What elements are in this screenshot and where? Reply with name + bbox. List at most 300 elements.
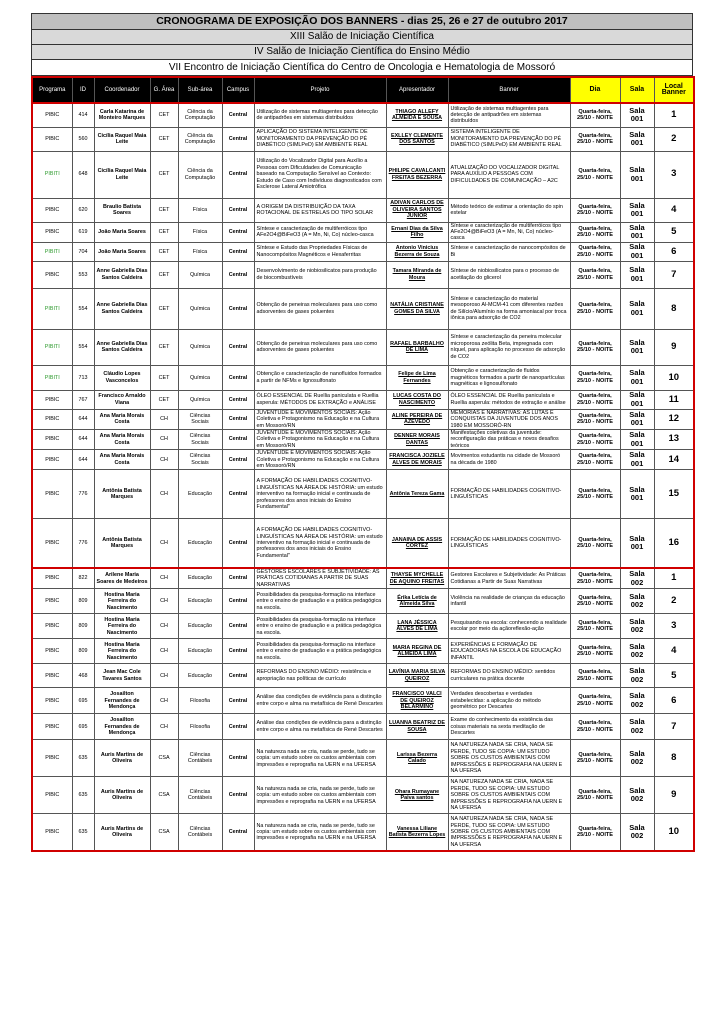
cell-dia: Quarta-feira, 25/10 - NOITE — [570, 639, 620, 664]
table-row — [32, 450, 694, 470]
cell-programa: PIBITI — [32, 151, 72, 198]
cell-coordenador: Ana Maria Morais Costa — [94, 450, 150, 470]
cell-programa: PIBIC — [32, 519, 72, 568]
cell-area: CH — [150, 639, 178, 664]
cell-campus: Central — [222, 429, 254, 449]
cell-sala: Sala 001 — [620, 329, 654, 365]
cell-campus: Central — [222, 198, 254, 222]
cell-sala: Sala 001 — [620, 519, 654, 568]
cell-campus: Central — [222, 329, 254, 365]
cell-local-banner: 9 — [654, 777, 694, 814]
cell-id: 554 — [72, 329, 94, 365]
cell-apresentador: Tamara Miranda de Moura — [386, 261, 448, 288]
cell-id: 554 — [72, 288, 94, 329]
cell-programa: PIBIC — [32, 614, 72, 639]
cell-area: CH — [150, 589, 178, 614]
cell-area: CH — [150, 470, 178, 519]
table-row — [32, 568, 694, 589]
cell-subarea: Educação — [178, 664, 222, 688]
cell-apresentador: LAVÍNIA MARIA SILVA QUEIROZ — [386, 664, 448, 688]
cell-apresentador: Vanessa Liliane Batista Bezerra Lopes — [386, 814, 448, 851]
col-apresentador: Apresentador — [386, 77, 448, 103]
cell-area: CSA — [150, 740, 178, 777]
cell-local-banner: 5 — [654, 664, 694, 688]
cell-local-banner: 3 — [654, 614, 694, 639]
cell-area: CET — [150, 288, 178, 329]
cell-banner: Gestores Escolares e Subjetividade: As Práticas Cotidianas a Partir de Suas Narrativas — [448, 568, 570, 589]
cell-apresentador: Érika Letícia de Almeida Silva — [386, 589, 448, 614]
cell-programa: PIBIC — [32, 470, 72, 519]
cell-banner: FORMAÇÃO DE HABILIDADES COGNITIVO-LINGUÍSTICAS — [448, 519, 570, 568]
cell-campus: Central — [222, 740, 254, 777]
cell-subarea: Ciências Contábeis — [178, 740, 222, 777]
cell-banner: Síntese e caracterização do material mesoporoso Al-MCM-41 com diferentes razões de Silício/Alumínio na forma amoniacal por troca iônica para adsorção de CO2 — [448, 288, 570, 329]
cell-local-banner: 9 — [654, 329, 694, 365]
table-body — [32, 103, 694, 851]
cell-dia: Quarta-feira, 25/10 - NOITE — [570, 740, 620, 777]
cell-local-banner: 16 — [654, 519, 694, 568]
cell-programa: PIBITI — [32, 365, 72, 390]
cell-projeto: Na natureza nada se cria, nada se perde, tudo se copia: um estudo sobre os custos ambientais com impressões e reprografia na UERN e na UFERSA — [254, 740, 386, 777]
cell-area: CET — [150, 222, 178, 242]
col-local-banner: Local Banner — [654, 77, 694, 103]
cell-dia: Quarta-feira, 25/10 - NOITE — [570, 365, 620, 390]
cell-dia: Quarta-feira, 25/10 - NOITE — [570, 688, 620, 714]
cell-area: CH — [150, 714, 178, 740]
cell-apresentador: Larissa Bezerra Calado — [386, 740, 448, 777]
cell-apresentador: LUCAS COSTA DO NASCIMENTO — [386, 390, 448, 409]
cell-sala: Sala 002 — [620, 777, 654, 814]
cell-local-banner: 14 — [654, 450, 694, 470]
cell-banner: EXPERIÊNCIAS E FORMAÇÃO DE EDUCADORAS NA ESCOLA DE EDUCAÇÃO INFANTIL — [448, 639, 570, 664]
table-row — [32, 714, 694, 740]
cell-id: 644 — [72, 409, 94, 429]
cell-banner: NA NATUREZA NADA SE CRIA, NADA SE PERDE, TUDO SE COPIA: UM ESTUDO SOBRE OS CUSTOS AMBIENTAIS COM IMPRESSÕES E REPROGRAFIA NA UERN E NA UFERSA — [448, 777, 570, 814]
col-area: G. Área — [150, 77, 178, 103]
cell-local-banner: 4 — [654, 198, 694, 222]
cell-subarea: Ciências Sociais — [178, 409, 222, 429]
cell-subarea: Química — [178, 390, 222, 409]
cell-coordenador: Hostina Maria Ferreira do Nascimento — [94, 589, 150, 614]
cell-id: 635 — [72, 740, 94, 777]
cell-subarea: Educação — [178, 519, 222, 568]
cell-apresentador: LUANNA BEATRIZ DE SOUSA — [386, 714, 448, 740]
cell-local-banner: 15 — [654, 470, 694, 519]
cell-sala: Sala 002 — [620, 639, 654, 664]
cell-apresentador: Ohara Rumayane Paiva santos — [386, 777, 448, 814]
cell-programa: PIBIC — [32, 714, 72, 740]
cell-coordenador: Francisco Arnaldo Viana — [94, 390, 150, 409]
cell-projeto: A FORMAÇÃO DE HABILIDADES COGNITIVO-LINGUÍSTICAS NA ÁREA DE HISTÓRIA: um estudo interventivo na formação inicial e continuada de professores dos anos iniciais do Ensino Fundamental" — [254, 519, 386, 568]
cell-sala: Sala 001 — [620, 409, 654, 429]
cell-coordenador: Josailton Fernandes de Mendonça — [94, 688, 150, 714]
cell-coordenador: Antônia Batista Marques — [94, 519, 150, 568]
cell-banner: Pesquisando na escola: conhecendo a realidade escolar por meio da açãoreflexão-ação — [448, 614, 570, 639]
cell-area: CH — [150, 409, 178, 429]
cell-apresentador: MARIA REGINA DE ALMEIDA LIMA — [386, 639, 448, 664]
cell-apresentador: Felipe de Lima Fernandes — [386, 365, 448, 390]
cell-campus: Central — [222, 261, 254, 288]
cell-projeto: REFORMAS DO ENSINO MÉDIO: resistência e apropriação nas políticas de currículo — [254, 664, 386, 688]
cell-area: CH — [150, 429, 178, 449]
cell-banner: Utilização de sistemas multiagentes para detecção de antipadrões em sistemas distribuídos — [448, 103, 570, 127]
cell-banner: FORMAÇÃO DE HABILIDADES COGNITIVO-LINGUÍSTICAS — [448, 470, 570, 519]
schedule-sheet — [31, 13, 693, 852]
cell-area: CSA — [150, 777, 178, 814]
cell-dia: Quarta-feira, 25/10 - NOITE — [570, 614, 620, 639]
cell-programa: PIBITI — [32, 242, 72, 261]
cell-sala: Sala 001 — [620, 151, 654, 198]
cell-apresentador: THIAGO ALLEFY ALMEIDA E SOUSA — [386, 103, 448, 127]
cell-sala: Sala 001 — [620, 288, 654, 329]
cell-sala: Sala 001 — [620, 470, 654, 519]
cell-id: 713 — [72, 365, 94, 390]
cell-coordenador: Arilene Maria Soares de Medeiros — [94, 568, 150, 589]
cell-banner: ATUALIZAÇÃO DO VOCALIZADOR DIGITAL PARA AUXÍLIO A PESSOAS COM DIFICULDADES DE COMUNICAÇÃO – A2C — [448, 151, 570, 198]
table-row — [32, 103, 694, 127]
table-row — [32, 429, 694, 449]
cell-local-banner: 3 — [654, 151, 694, 198]
cell-dia: Quarta-feira, 25/10 - NOITE — [570, 714, 620, 740]
cell-banner: NA NATUREZA NADA SE CRIA, NADA SE PERDE, TUDO SE COPIA: UM ESTUDO SOBRE OS CUSTOS AMBIENTAIS COM IMPRESSÕES E REPROGRAFIA NA UERN E NA UFERSA — [448, 740, 570, 777]
cell-coordenador: Anne Gabriella Dias Santos Caldeira — [94, 288, 150, 329]
cell-subarea: Ciência da Computação — [178, 151, 222, 198]
cell-area: CH — [150, 450, 178, 470]
cell-projeto: GESTORES ESCOLARES E SUBJETIVIDADE: AS PRÁTICAS COTIDIANAS A PARTIR DE SUAS NARRATIVAS — [254, 568, 386, 589]
cell-coordenador: Hostina Maria Ferreira do Nascimento — [94, 614, 150, 639]
banner-schedule-table — [31, 76, 695, 852]
cell-banner: Exame do conhecimento da existência das coisas materiais na sexta meditação de Descartes — [448, 714, 570, 740]
cell-sala: Sala 001 — [620, 390, 654, 409]
cell-projeto: Desenvolvimento de niobiosilicatos para produção de biocombustíveis — [254, 261, 386, 288]
cell-banner: Obtenção e caracterização de fluidos magnéticos formados a partir de nanopartículas magnéticas e lignosulfonato — [448, 365, 570, 390]
cell-local-banner: 4 — [654, 639, 694, 664]
col-campus: Campus — [222, 77, 254, 103]
cell-projeto: A FORMAÇÃO DE HABILIDADES COGNITIVO-LINGUÍSTICAS NA ÁREA DE HISTÓRIA: um estudo interventivo na formação inicial e continuada de professores dos anos iniciais do Ensino Fundamental" — [254, 470, 386, 519]
cell-programa: PIBIC — [32, 740, 72, 777]
cell-apresentador: ALINE PEREIRA DE AZEVEDO — [386, 409, 448, 429]
cell-area: CH — [150, 664, 178, 688]
cell-apresentador: PHILIPE CAVALCANTI FREITAS BEZERRA — [386, 151, 448, 198]
cell-dia: Quarta-feira, 25/10 - NOITE — [570, 198, 620, 222]
table-row — [32, 664, 694, 688]
table-row — [32, 470, 694, 519]
cell-apresentador: RAFAEL BARBALHO DE LIMA — [386, 329, 448, 365]
cell-banner: Método teórico de estimar a orientação do spin estelar — [448, 198, 570, 222]
cell-local-banner: 5 — [654, 222, 694, 242]
cell-subarea: Ciência da Computação — [178, 127, 222, 151]
cell-programa: PIBIC — [32, 688, 72, 714]
cell-sala: Sala 002 — [620, 589, 654, 614]
cell-id: 644 — [72, 450, 94, 470]
cell-dia: Quarta-feira, 25/10 - NOITE — [570, 664, 620, 688]
cell-projeto: JUVENTUDE E MOVIMENTOS SOCIAIS: Ação Coletiva e Protagonismo na Educação e na Cultura em Mossoró/RN — [254, 429, 386, 449]
cell-programa: PIBIC — [32, 103, 72, 127]
cell-id: 620 — [72, 198, 94, 222]
cell-programa: PIBIC — [32, 450, 72, 470]
cell-dia: Quarta-feira, 25/10 - NOITE — [570, 288, 620, 329]
cell-apresentador: DENNER MORAIS DANTAS — [386, 429, 448, 449]
cell-campus: Central — [222, 777, 254, 814]
cell-banner: Síntese de niobiosilicatos para o processo de acetilação do glicerol — [448, 261, 570, 288]
cell-programa: PIBIC — [32, 390, 72, 409]
cell-projeto: Síntese e Estudo das Propriedades Físicas de Nanocompósitos Magnéticos e Hexaferritas — [254, 242, 386, 261]
cell-sala: Sala 001 — [620, 261, 654, 288]
cell-coordenador: Auris Martins de Oliveira — [94, 814, 150, 851]
cell-banner: SISTEMA INTELIGENTE DE MONITORAMENTO DA PREVENÇÃO DO PÉ DIABÉTICO (SIMLPeD) EM AMBIENTE REAL — [448, 127, 570, 151]
cell-programa: PIBIC — [32, 639, 72, 664]
cell-campus: Central — [222, 589, 254, 614]
cell-projeto: Possibilidades da pesquisa-formação na interface entre o ensino de graduação e a prática pedagógica na escola. — [254, 639, 386, 664]
cell-subarea: Física — [178, 222, 222, 242]
cell-coordenador: Josailton Fernandes de Mendonça — [94, 714, 150, 740]
cell-area: CET — [150, 390, 178, 409]
cell-projeto: APLICAÇÃO DO SISTEMA INTELIGENTE DE MONITORAMENTO DA PREVENÇÃO DO PÉ DIABÉTICO (SIMLPeD) EM AMBIENTE REAL — [254, 127, 386, 151]
cell-local-banner: 1 — [654, 568, 694, 589]
cell-campus: Central — [222, 222, 254, 242]
col-banner: Banner — [448, 77, 570, 103]
cell-dia: Quarta-feira, 25/10 - NOITE — [570, 568, 620, 589]
cell-sala: Sala 001 — [620, 198, 654, 222]
cell-dia: Quarta-feira, 25/10 - NOITE — [570, 261, 620, 288]
cell-subarea: Física — [178, 242, 222, 261]
cell-dia: Quarta-feira, 25/10 - NOITE — [570, 242, 620, 261]
cell-subarea: Filosofia — [178, 688, 222, 714]
cell-campus: Central — [222, 639, 254, 664]
cell-area: CET — [150, 151, 178, 198]
col-subarea: Sub-área — [178, 77, 222, 103]
cell-programa: PIBIC — [32, 261, 72, 288]
cell-local-banner: 12 — [654, 409, 694, 429]
cell-subarea: Filosofia — [178, 714, 222, 740]
cell-id: 704 — [72, 242, 94, 261]
cell-projeto: JUVENTUDE E MOVIMENTOS SOCIAIS: Ação Coletiva e Protagonismo na Educação e na Cultura em Mossoró/RN — [254, 450, 386, 470]
cell-area: CET — [150, 103, 178, 127]
cell-subarea: Educação — [178, 639, 222, 664]
cell-coordenador: Auris Martins de Oliveira — [94, 740, 150, 777]
cell-banner: Síntese e caracterização de multiferróicos tipo AFe2O4@BiFeO3 (A = Mn, Ni, Co) núcleo-casca — [448, 222, 570, 242]
cell-id: 695 — [72, 688, 94, 714]
cell-banner: Síntese e caracterização de nanocompósitos de Bi — [448, 242, 570, 261]
cell-apresentador: LANA JÉSSICA ALVES DE LIMA — [386, 614, 448, 639]
cell-campus: Central — [222, 103, 254, 127]
cell-sala: Sala 002 — [620, 714, 654, 740]
cell-coordenador: Auris Martins de Oliveira — [94, 777, 150, 814]
table-row — [32, 127, 694, 151]
cell-id: 809 — [72, 589, 94, 614]
cell-apresentador: Ernani Dias da Silva Filho — [386, 222, 448, 242]
cell-id: 468 — [72, 664, 94, 688]
cell-dia: Quarta-feira, 25/10 - NOITE — [570, 519, 620, 568]
cell-banner: ÓLEO ESSENCIAL DE Ruellia paniculata e Ruellia asperula: métodos de extração e análise — [448, 390, 570, 409]
cell-sala: Sala 001 — [620, 242, 654, 261]
cell-local-banner: 10 — [654, 814, 694, 851]
cell-projeto: Utilização de sistemas multiagentes para detecção de antipadrões em sistemas distribuídos — [254, 103, 386, 127]
cell-local-banner: 7 — [654, 261, 694, 288]
cell-id: 776 — [72, 519, 94, 568]
cell-coordenador: Cicília Raquel Maia Leite — [94, 151, 150, 198]
table-row — [32, 639, 694, 664]
cell-id: 560 — [72, 127, 94, 151]
cell-local-banner: 6 — [654, 242, 694, 261]
cell-id: 553 — [72, 261, 94, 288]
cell-campus: Central — [222, 365, 254, 390]
cell-campus: Central — [222, 242, 254, 261]
table-row — [32, 614, 694, 639]
cell-subarea: Educação — [178, 589, 222, 614]
cell-local-banner: 2 — [654, 589, 694, 614]
cell-programa: PIBIC — [32, 589, 72, 614]
cell-projeto: Análise das condições de evidência para a distinção entre corpo e alma na metafísica de René Descartes — [254, 688, 386, 714]
document-title: CRONOGRAMA DE EXPOSIÇÃO DOS BANNERS - dias 25, 26 e 27 de outubro 2017 — [31, 13, 693, 29]
col-programa: Programa — [32, 77, 72, 103]
event-line-1: XIII Salão de Iniciação Científica — [31, 29, 693, 44]
cell-local-banner: 7 — [654, 714, 694, 740]
col-coordenador: Coordenador — [94, 77, 150, 103]
cell-banner: Manifestações coletivas da juventude: reconfiguração das práticas e novos desafios teóricos — [448, 429, 570, 449]
cell-apresentador: EXLLEY CLEMENTE DOS SANTOS — [386, 127, 448, 151]
cell-campus: Central — [222, 614, 254, 639]
table-row — [32, 222, 694, 242]
cell-dia: Quarta-feira, 25/10 - NOITE — [570, 409, 620, 429]
cell-banner: REFORMAS DO ENSINO MÉDIO: sentidos curriculares na prática docente — [448, 664, 570, 688]
cell-sala: Sala 001 — [620, 222, 654, 242]
cell-coordenador: Carla Katarina de Monteiro Marques — [94, 103, 150, 127]
cell-sala: Sala 002 — [620, 568, 654, 589]
cell-sala: Sala 002 — [620, 664, 654, 688]
cell-local-banner: 13 — [654, 429, 694, 449]
table-row — [32, 288, 694, 329]
cell-programa: PIBIC — [32, 222, 72, 242]
cell-projeto: Na natureza nada se cria, nada se perde, tudo se copia: um estudo sobre os custos ambientais com impressões e reprografia na UERN e na UFERSA — [254, 814, 386, 851]
cell-id: 635 — [72, 814, 94, 851]
cell-apresentador: Antonio Vinicius Bezerra de Souza — [386, 242, 448, 261]
cell-sala: Sala 002 — [620, 814, 654, 851]
table-row — [32, 242, 694, 261]
cell-id: 635 — [72, 777, 94, 814]
cell-dia: Quarta-feira, 25/10 - NOITE — [570, 429, 620, 449]
table-row — [32, 688, 694, 714]
cell-projeto: ÓLEO ESSENCIAL DE Ruellia paniculata e Ruellia asperula: MÉTODOS DE EXTRAÇÃO e ANÁLISE — [254, 390, 386, 409]
cell-campus: Central — [222, 519, 254, 568]
cell-area: CET — [150, 329, 178, 365]
cell-apresentador: FRANCISCA JOZIELE ALVES DE MORAIS — [386, 450, 448, 470]
cell-id: 809 — [72, 614, 94, 639]
cell-id: 767 — [72, 390, 94, 409]
cell-programa: PIBIC — [32, 664, 72, 688]
cell-subarea: Ciências Contábeis — [178, 814, 222, 851]
cell-apresentador: JANAINA DE ASSIS CORTEZ — [386, 519, 448, 568]
cell-coordenador: Cláudio Lopes Vasconcelos — [94, 365, 150, 390]
cell-subarea: Ciência da Computação — [178, 103, 222, 127]
cell-id: 822 — [72, 568, 94, 589]
cell-programa: PIBIC — [32, 429, 72, 449]
cell-projeto: Possibilidades da pesquisa-formação na interface entre o ensino de graduação e a prática pedagógica na escola. — [254, 589, 386, 614]
cell-apresentador: FRANCISCO VALCI DE QUEIROZ BELARMINO — [386, 688, 448, 714]
cell-subarea: Química — [178, 329, 222, 365]
cell-id: 644 — [72, 429, 94, 449]
cell-campus: Central — [222, 664, 254, 688]
cell-coordenador: João Maria Soares — [94, 242, 150, 261]
col-dia: Dia — [570, 77, 620, 103]
cell-subarea: Química — [178, 365, 222, 390]
cell-subarea: Educação — [178, 568, 222, 589]
cell-id: 695 — [72, 714, 94, 740]
cell-local-banner: 2 — [654, 127, 694, 151]
cell-area: CH — [150, 519, 178, 568]
cell-dia: Quarta-feira, 25/10 - NOITE — [570, 390, 620, 409]
cell-programa: PIBIC — [32, 814, 72, 851]
table-row — [32, 409, 694, 429]
cell-coordenador: Hostina Maria Ferreira do Nascimento — [94, 639, 150, 664]
cell-programa: PIBITI — [32, 329, 72, 365]
cell-id: 414 — [72, 103, 94, 127]
cell-dia: Quarta-feira, 25/10 - NOITE — [570, 470, 620, 519]
cell-dia: Quarta-feira, 25/10 - NOITE — [570, 103, 620, 127]
cell-area: CH — [150, 614, 178, 639]
cell-programa: PIBIC — [32, 568, 72, 589]
event-line-3: VII Encontro de Iniciação Científica do Centro de Oncologia e Hematologia de Mossoró — [31, 59, 693, 76]
table-row — [32, 519, 694, 568]
cell-coordenador: Ana Maria Morais Costa — [94, 429, 150, 449]
cell-area: CH — [150, 568, 178, 589]
cell-apresentador: NATÁLIA CRISTIANE GOMES DA SILVA — [386, 288, 448, 329]
cell-coordenador: Jean Mac Cole Tavares Santos — [94, 664, 150, 688]
cell-area: CET — [150, 198, 178, 222]
cell-subarea: Química — [178, 261, 222, 288]
table-row — [32, 740, 694, 777]
cell-subarea: Ciências Contábeis — [178, 777, 222, 814]
table-header-row — [32, 77, 694, 103]
cell-area: CET — [150, 365, 178, 390]
cell-coordenador: Anne Gabriella Dias Santos Caldeira — [94, 329, 150, 365]
cell-sala: Sala 001 — [620, 103, 654, 127]
table-row — [32, 777, 694, 814]
cell-programa: PIBIC — [32, 409, 72, 429]
cell-campus: Central — [222, 714, 254, 740]
cell-projeto: Utilização do Vocalizador Digital para Auxílio a Pessoas com Dificuldades de Comunicação baseado na Computação Sensível ao Contexto: Estudo de Caso com Indivíduos diagnosticados com Esclerose Lateral Amiotrófica — [254, 151, 386, 198]
cell-dia: Quarta-feira, 25/10 - NOITE — [570, 777, 620, 814]
cell-banner: Verdades descobertas e verdades estabelecidas: a aplicação do método geométrico por Descartes — [448, 688, 570, 714]
table-row — [32, 198, 694, 222]
cell-subarea: Ciências Sociais — [178, 450, 222, 470]
cell-projeto: Obtenção de peneiras moleculares para uso como adsorventes de gases poluentes — [254, 288, 386, 329]
cell-sala: Sala 001 — [620, 450, 654, 470]
cell-coordenador: Antônia Batista Marques — [94, 470, 150, 519]
cell-banner: Violência na realidade de crianças da educação infantil — [448, 589, 570, 614]
cell-projeto: Síntese e caracterização de multiferróicos tipo AFe2O4@BiFeO3 (A = Mn, Ni, Co) núcleo-casca — [254, 222, 386, 242]
cell-projeto: Obtenção e caracterização de nanofluidos formados a partir de NFMs e lignosulfonato — [254, 365, 386, 390]
cell-id: 648 — [72, 151, 94, 198]
cell-sala: Sala 001 — [620, 127, 654, 151]
cell-subarea: Ciências Sociais — [178, 429, 222, 449]
cell-sala: Sala 002 — [620, 614, 654, 639]
cell-projeto: Obtenção de peneiras moleculares para uso como adsorventes de gases poluentes — [254, 329, 386, 365]
cell-sala: Sala 002 — [620, 688, 654, 714]
cell-campus: Central — [222, 151, 254, 198]
cell-area: CET — [150, 242, 178, 261]
event-line-2: IV Salão de Iniciação Científica do Ensino Médio — [31, 44, 693, 59]
cell-campus: Central — [222, 127, 254, 151]
cell-area: CET — [150, 261, 178, 288]
cell-id: 809 — [72, 639, 94, 664]
cell-sala: Sala 001 — [620, 365, 654, 390]
cell-apresentador: THAYSE MYCHELLE DE AQUINO FREITAS — [386, 568, 448, 589]
cell-campus: Central — [222, 688, 254, 714]
cell-subarea: Educação — [178, 614, 222, 639]
cell-programa: PIBIC — [32, 198, 72, 222]
cell-projeto: Análise das condições de evidência para a distinção entre corpo e alma na metafísica de René Descartes — [254, 714, 386, 740]
